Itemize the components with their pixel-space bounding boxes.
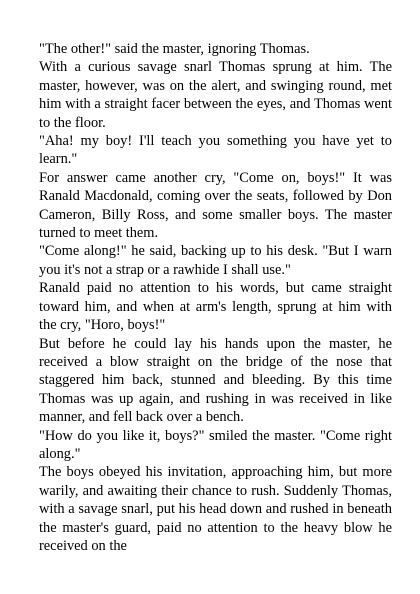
paragraph-1: "The other!" said the master, ignoring Thomas. — [39, 41, 310, 57]
paragraph-6: Ranald paid no attention to his words, but came straight toward him, and when at arm's length, sprung at him with the cry, "Horo, boys!" — [39, 280, 392, 334]
paragraph-5: "Come along!" he said, backing up to his desk. "But I warn you it's not a strap or a rawhide I shall use." — [39, 243, 392, 278]
paragraph-7: But before he could lay his hands upon the master, he received a blow straight on the bridge of the nose that staggered him back, stunned and bleeding. By this time Thomas was up again, and rushing in was received in like manner, and fell back over a bench. — [39, 335, 392, 426]
paragraph-8: "How do you like it, boys?" smiled the master. "Come right along." — [39, 427, 392, 462]
paragraph-2: With a curious savage snarl Thomas sprung at him. The master, however, was on the alert, and swinging round, met him with a straight facer between the eyes, and Thomas went to the floor. — [39, 59, 392, 131]
paragraph-9: The boys obeyed his invitation, approaching him, but more warily, and awaiting their chance to rush. Suddenly Thomas, with a savage snarl, put his head down and rushed in beneath the master's guard, paid no attention to the heavy blow he received on the — [39, 464, 392, 554]
paragraph-3: "Aha! my boy! I'll teach you something you have yet to learn." — [39, 133, 392, 168]
paragraph-4: For answer came another cry, "Come on, boys!" It was Ranald Macdonald, coming over the seats, followed by Don Cameron, Billy Ross, and some smaller boys. The master turned to meet them. — [39, 169, 392, 242]
